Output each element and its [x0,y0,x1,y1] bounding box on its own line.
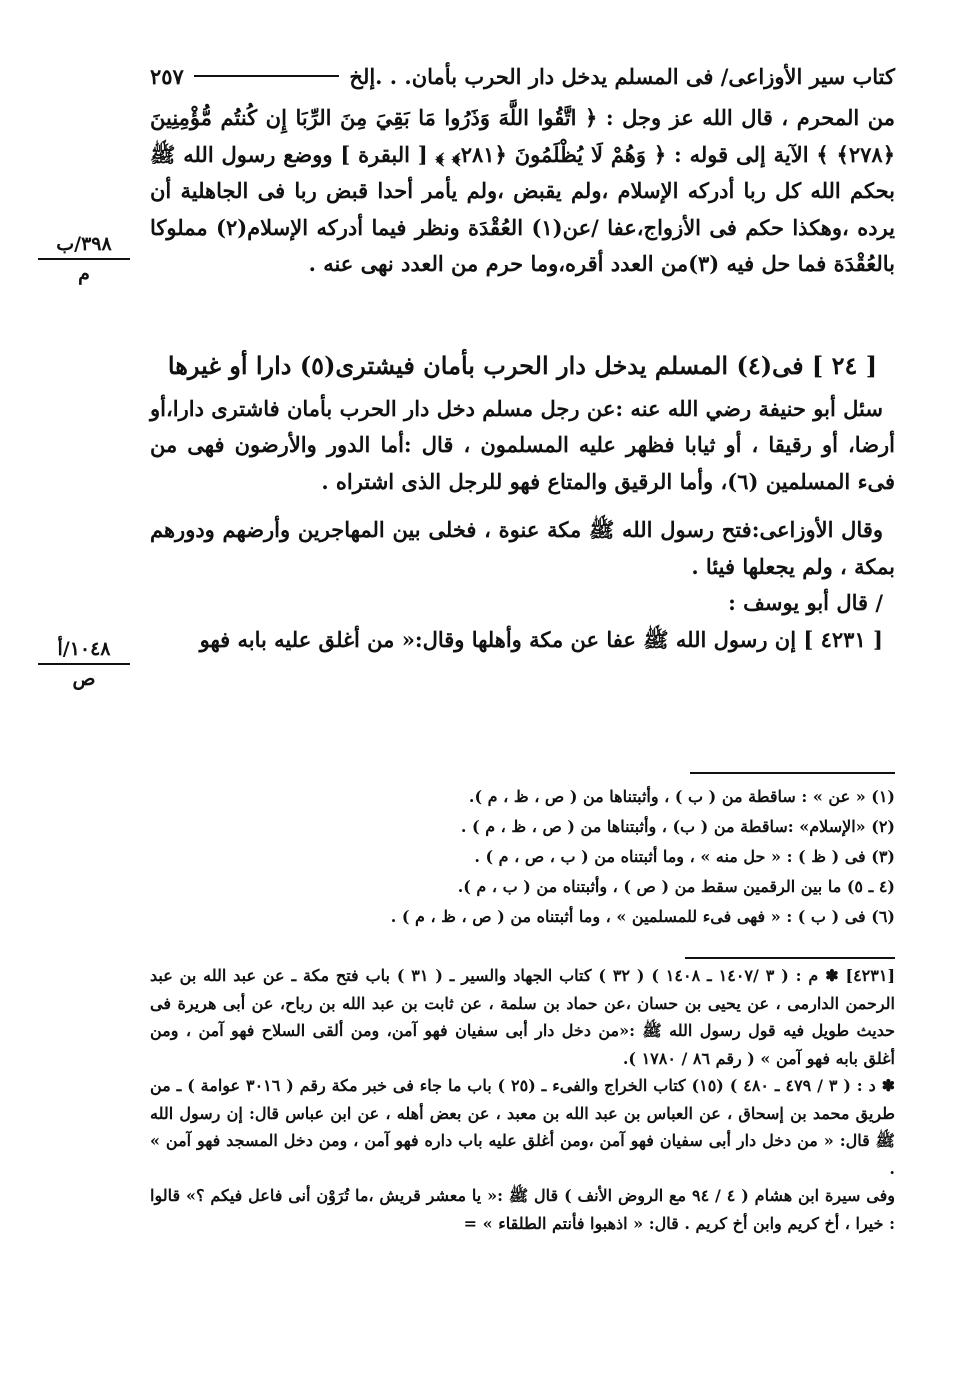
margin-note-manuscript-s [38,637,130,691]
margin-note-siglum: ص [72,668,96,690]
takhrij-ibn-hisham: وفى سيرة ابن هشام ( ٤ / ٩٤ مع الروض الأنف ) قال ﷺ :« يا معشر قريش ،ما تُرَوْن أنى فاعل فيكم ؟» قالوا : خيرا ، أخ كريم وابن أخ كريم . قال: « اذهبوا فأنتم الطلقاء » = [150,1186,896,1233]
margin-note-folio: ٣٩٨/ب [38,232,130,260]
paragraph-riba: من المحرم ، قال الله عز وجل : ﴿ اتَّقُوا اللَّهَ وَذَرُوا مَا بَقِيَ مِنَ الرِّبَا إِن كُنتُم مُّؤْمِنِينَ ﴿٢٧٨﴾ ﴾ الآية إلى قوله : ﴿ وَهُمْ لَا يُظْلَمُونَ ﴿٢٨١﴾ ﴾ [ البقرة ] ووضع رسول الله ﷺ بحكم الله كل ربا أدركه الإسلام ،ولم يقبض ،ولم يأمر أحدا قبض ربا فى الجاهلية أن يرده ،وهكذا حكم فى الأزواج،عفا /عن(١) العُقْدَة ونظر فيما أدركه الإسلام(٢) مملوكا بالعُقْدَة فما حل فيه (٣)من العدد أقره،وما حرم من العدد نهى عنه . [150,105,895,276]
footnote-1: (١) « عن » : ساقطة من ( ب ) ، وأثبتناها من ( ص ، ظ ، م ). [468,787,895,806]
margin-note-manuscript-b [38,232,130,286]
paragraph-abu-yusuf: / قال أبو يوسف : [728,590,883,615]
paragraph-hadith-4231: [ ٤٢٣١ ] إن رسول الله ﷺ عفا عن مكة وأهلها وقال:« من أغلق عليه بابه فهو [199,626,883,652]
takhrij-notes [150,962,895,1237]
takhrij-muslim: [٤٢٣١] ✽ م : ( ٣ /١٤٠٧ ـ ١٤٠٨ ) ( ٣٢ ) كتاب الجهاد والسير ـ ( ٣١ ) باب فتح مكة ـ عن عبد الله بن عبد الرحمن الدارمى ، عن يحيى بن حسان ،عن حماد بن سلمة ، عن ثابت بن عبد الله بن رباح، عن أبى هريرة فى حديث طويل فيه قول رسول الله ﷺ :«من دخل دار أبى سفيان فهو آمن، ومن ألقى السلاح فهو آمن ، ومن أغلق بابه فهو آمن » ( رقم ٨٦ / ١٧٨٠ ). [150,966,896,1068]
main-text [150,100,895,658]
footnote-2: (٢) «الإسلام» :ساقطة من ( ب) ، وأثبتناها من ( ص ، ظ ، م ) . [460,817,895,836]
takhrij-abu-dawud: ✽ د : ( ٣ / ٤٧٩ ـ ٤٨٠ ) (١٥) كتاب الخراج والفىء ـ (٢٥ ) باب ما جاء فى خبر مكة رقم ( ٣٠١٦ عوامة ) ـ من طريق محمد بن إسحاق ، عن العباس بن عبد الله بن معبد ، عن بعض أهله ، عن ابن عباس قال: إن رسول الله ﷺ قال: « من دخل دار أبى سفيان فهو آمن ،ومن أغلق عليه باب داره فهو آمن ، ومن دخل المسجد فهو آمن » . [150,1076,896,1178]
takhrij-separator [685,957,895,959]
margin-note-siglum: م [78,263,90,285]
footnotes [250,782,895,932]
footnote-4-5: (٤ ـ ٥) ما بين الرقمين سقط من ( ص ) ، وأثبتناه من ( ب ، م ). [457,877,895,896]
footnote-6: (٦) فى ( ب ) : « فهى فىء للمسلمين » ، وما أثبتناه من ( ص ، ظ ، م ) . [390,907,895,926]
footnote-separator [690,772,895,774]
page-number: ٢٥٧ [150,63,184,89]
header-rule [194,75,340,77]
paragraph-abu-hanifa: سئل أبو حنيفة رضي الله عنه :عن رجل مسلم دخل دار الحرب بأمان فاشترى دارا،أو أرضا، أو رقيقا ، أو ثيابا فظهر عليه المسلمون ، قال :أما الدور والأرضون فهى من فىء المسلمين (٦)، وأما الرقيق والمتاع فهو للرجل الذى اشتراه . [150,395,895,494]
section-heading: [ ٢٤ ] فى(٤) المسلم يدخل دار الحرب بأمان فيشترى(٥) دارا أو غيرها [167,350,878,380]
footnote-3: (٣) فى ( ظ ) : « حل منه » ، وما أثبتناه من ( ب ، ص ، م ) . [474,847,895,866]
margin-note-folio: ١٠٤٨/أ [38,637,130,665]
paragraph-awzai: وقال الأوزاعى:فتح رسول الله ﷺ مكة عنوة ، فخلى بين المهاجرين وأرضهم ودورهم بمكة ، ولم يجعلها فيئا . [150,517,895,579]
running-title: كتاب سير الأوزاعى/ فى المسلم يدخل دار الحرب بأمان. . .إلخ [349,63,895,89]
running-header [150,58,895,94]
